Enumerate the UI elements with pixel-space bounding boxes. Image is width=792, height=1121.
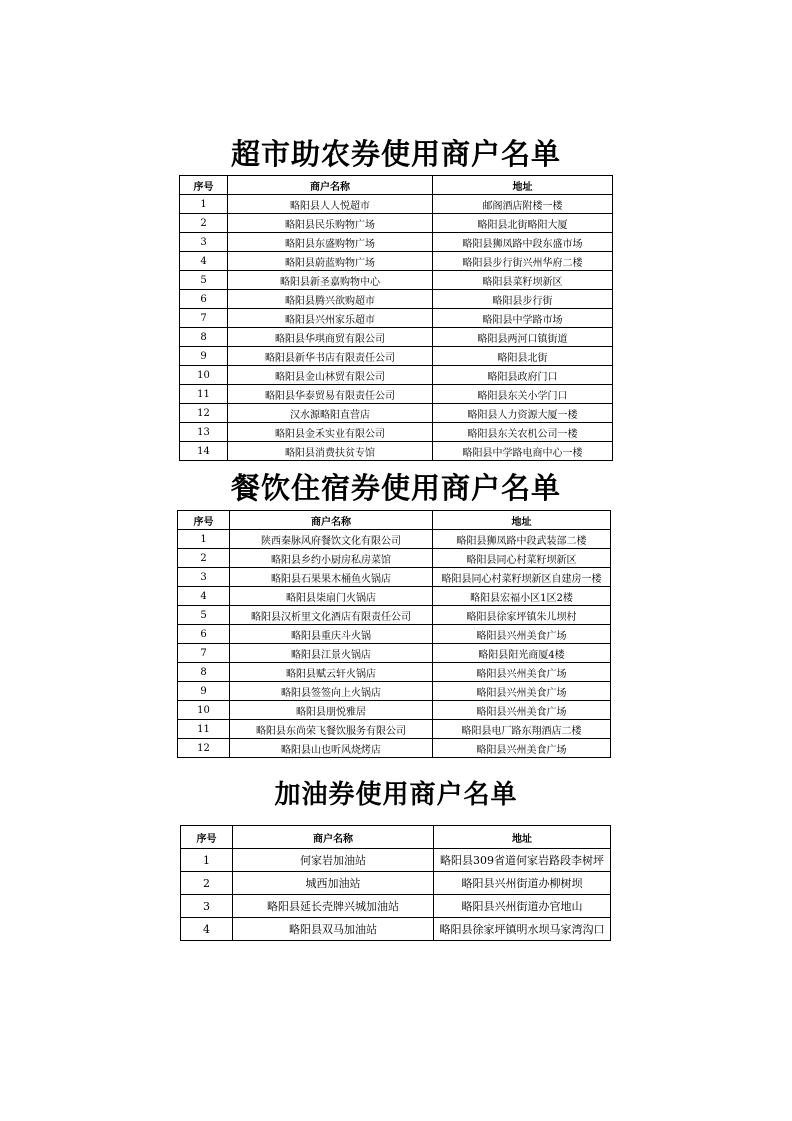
table-row [178,739,611,758]
table-row [180,252,613,271]
table-row [181,872,611,895]
merchant-address: 略阳县309省道何家岩路段李树坪 [434,849,611,872]
table-row [178,625,611,644]
merchant-name: 略阳县重庆斗火锅 [230,625,433,644]
merchant-name: 略阳县双马加油站 [233,918,434,941]
merchant-address: 略阳县兴州美食广场 [433,625,611,644]
merchant-address: 略阳县狮凤路中段武装部二楼 [433,530,611,549]
merchant-address: 略阳县狮凤路中段东盛市场 [433,233,613,252]
fuel-voucher-title: 加油券使用商户名单 [274,780,518,810]
table-header-row [181,826,611,849]
merchant-address: 略阳县东关小学门口 [433,385,613,404]
merchant-name: 略阳县乡约小厨房私房菜馆 [230,549,433,568]
merchant-name: 略阳县蔚蓝购物广场 [228,252,433,271]
merchant-address: 略阳县同心村菜籽坝新区自建房一楼 [433,568,611,587]
merchant-address: 略阳县兴州街道办官地山 [434,895,611,918]
row-number: 1 [180,195,228,214]
merchant-name: 略阳县赋云轩火锅店 [230,663,433,682]
merchant-name: 略阳县柒扇门火锅店 [230,587,433,606]
row-number: 7 [180,309,228,328]
table-row [180,195,613,214]
row-number: 1 [178,530,230,549]
merchant-address: 略阳县兴州美食广场 [433,739,611,758]
table-row [181,849,611,872]
table-row [178,663,611,682]
row-number: 1 [181,849,233,872]
merchant-name: 略阳县华泰贸易有限责任公司 [228,385,433,404]
merchant-address: 略阳县步行街 [433,290,613,309]
table-row [178,682,611,701]
col-header-address: 地址 [433,511,611,530]
table-header-row [180,176,613,195]
merchant-name: 略阳县江景火锅店 [230,644,433,663]
row-number: 14 [180,442,228,461]
col-header-no: 序号 [180,176,228,195]
merchant-name: 略阳县腾兴欲购超市 [228,290,433,309]
table-row [178,587,611,606]
table-row [178,568,611,587]
merchant-name: 略阳县民乐购物广场 [228,214,433,233]
table-row [180,233,613,252]
merchant-address: 略阳县电厂路东翔酒店二楼 [433,720,611,739]
col-header-address: 地址 [434,826,611,849]
merchant-address: 邮阁酒店附楼一楼 [433,195,613,214]
row-number: 11 [178,720,230,739]
col-header-name: 商户名称 [233,826,434,849]
merchant-address: 略阳县北街略阳大厦 [433,214,613,233]
row-number: 7 [178,644,230,663]
merchant-address: 略阳县菜籽坝新区 [433,271,613,290]
row-number: 11 [180,385,228,404]
row-number: 2 [180,214,228,233]
col-header-no: 序号 [178,511,230,530]
table-row [178,530,611,549]
merchant-name: 略阳县签签向上火锅店 [230,682,433,701]
merchant-name: 汉水源略阳直营店 [228,404,433,423]
merchant-address: 略阳县政府门口 [433,366,613,385]
table-row [180,290,613,309]
table-row [180,347,613,366]
merchant-address: 略阳县兴州美食广场 [433,701,611,720]
merchant-address: 略阳县徐家坪镇朱儿坝村 [433,606,611,625]
row-number: 3 [181,895,233,918]
table-row [180,423,613,442]
row-number: 4 [181,918,233,941]
merchant-address: 略阳县兴州美食广场 [433,663,611,682]
merchant-name: 略阳县石果果木桶鱼火锅店 [230,568,433,587]
row-number: 10 [178,701,230,720]
table-row [180,404,613,423]
col-header-name: 商户名称 [228,176,433,195]
dining-merchant-table [177,510,611,758]
table-row [180,442,613,461]
supermarket-voucher-title: 超市助农券使用商户名单 [230,137,561,171]
table-row [181,918,611,941]
row-number: 8 [178,663,230,682]
merchant-name: 略阳县东盛购物广场 [228,233,433,252]
fuel-merchant-table [180,825,611,941]
merchant-name: 略阳县金山林贸有限公司 [228,366,433,385]
col-header-address: 地址 [433,176,613,195]
table-row [178,644,611,663]
table-row [180,214,613,233]
table-header-row [178,511,611,530]
row-number: 5 [180,271,228,290]
row-number: 10 [180,366,228,385]
merchant-address: 略阳县同心村菜籽坝新区 [433,549,611,568]
row-number: 9 [180,347,228,366]
table-row [178,549,611,568]
dining-lodging-voucher-title: 餐饮住宿券使用商户名单 [230,471,561,505]
merchant-address: 略阳县人力资源大厦一楼 [433,404,613,423]
merchant-name: 略阳县消费扶贫专馆 [228,442,433,461]
merchant-address: 略阳县兴州街道办柳树坝 [434,872,611,895]
merchant-name: 略阳县新华书店有限责任公司 [228,347,433,366]
merchant-name: 略阳县新圣嘉购物中心 [228,271,433,290]
row-number: 2 [178,549,230,568]
table-row [180,271,613,290]
merchant-name: 略阳县东尚荣飞餐饮服务有限公司 [230,720,433,739]
row-number: 4 [180,252,228,271]
row-number: 12 [180,404,228,423]
col-header-name: 商户名称 [230,511,433,530]
merchant-address: 略阳县宏福小区1区2楼 [433,587,611,606]
row-number: 6 [180,290,228,309]
row-number: 12 [178,739,230,758]
row-number: 5 [178,606,230,625]
merchant-address: 略阳县中学路电商中心一楼 [433,442,613,461]
row-number: 3 [178,568,230,587]
supermarket-merchant-table [179,175,613,461]
merchant-address: 略阳县北街 [433,347,613,366]
row-number: 4 [178,587,230,606]
row-number: 3 [180,233,228,252]
row-number: 9 [178,682,230,701]
table-row [178,606,611,625]
merchant-name: 略阳县兴州家乐超市 [228,309,433,328]
table-row [180,385,613,404]
table-row [178,720,611,739]
row-number: 6 [178,625,230,644]
merchant-name: 城西加油站 [233,872,434,895]
merchant-name: 略阳县华琪商贸有限公司 [228,328,433,347]
merchant-name: 何家岩加油站 [233,849,434,872]
row-number: 13 [180,423,228,442]
merchant-name: 略阳县汉析里文化酒店有限责任公司 [230,606,433,625]
row-number: 2 [181,872,233,895]
merchant-name: 略阳县延长壳牌兴城加油站 [233,895,434,918]
col-header-no: 序号 [181,826,233,849]
merchant-name: 略阳县朋悦雅居 [230,701,433,720]
merchant-address: 略阳县东关农机公司一楼 [433,423,613,442]
table-row [180,366,613,385]
table-row [180,309,613,328]
merchant-address: 略阳县徐家坪镇明水坝马家湾沟口 [434,918,611,941]
table-row [178,701,611,720]
row-number: 8 [180,328,228,347]
merchant-name: 略阳县人人悦超市 [228,195,433,214]
merchant-address: 略阳县兴州美食广场 [433,682,611,701]
merchant-address: 略阳县两河口镇街道 [433,328,613,347]
merchant-address: 略阳县中学路市场 [433,309,613,328]
table-row [180,328,613,347]
merchant-address: 略阳县步行街兴州华府二楼 [433,252,613,271]
merchant-name: 略阳县金禾实业有限公司 [228,423,433,442]
table-row [181,895,611,918]
merchant-name: 陕西秦脉风府餐饮文化有限公司 [230,530,433,549]
merchant-name: 略阳县山也听风烧烤店 [230,739,433,758]
merchant-address: 略阳县阳光商厦4楼 [433,644,611,663]
